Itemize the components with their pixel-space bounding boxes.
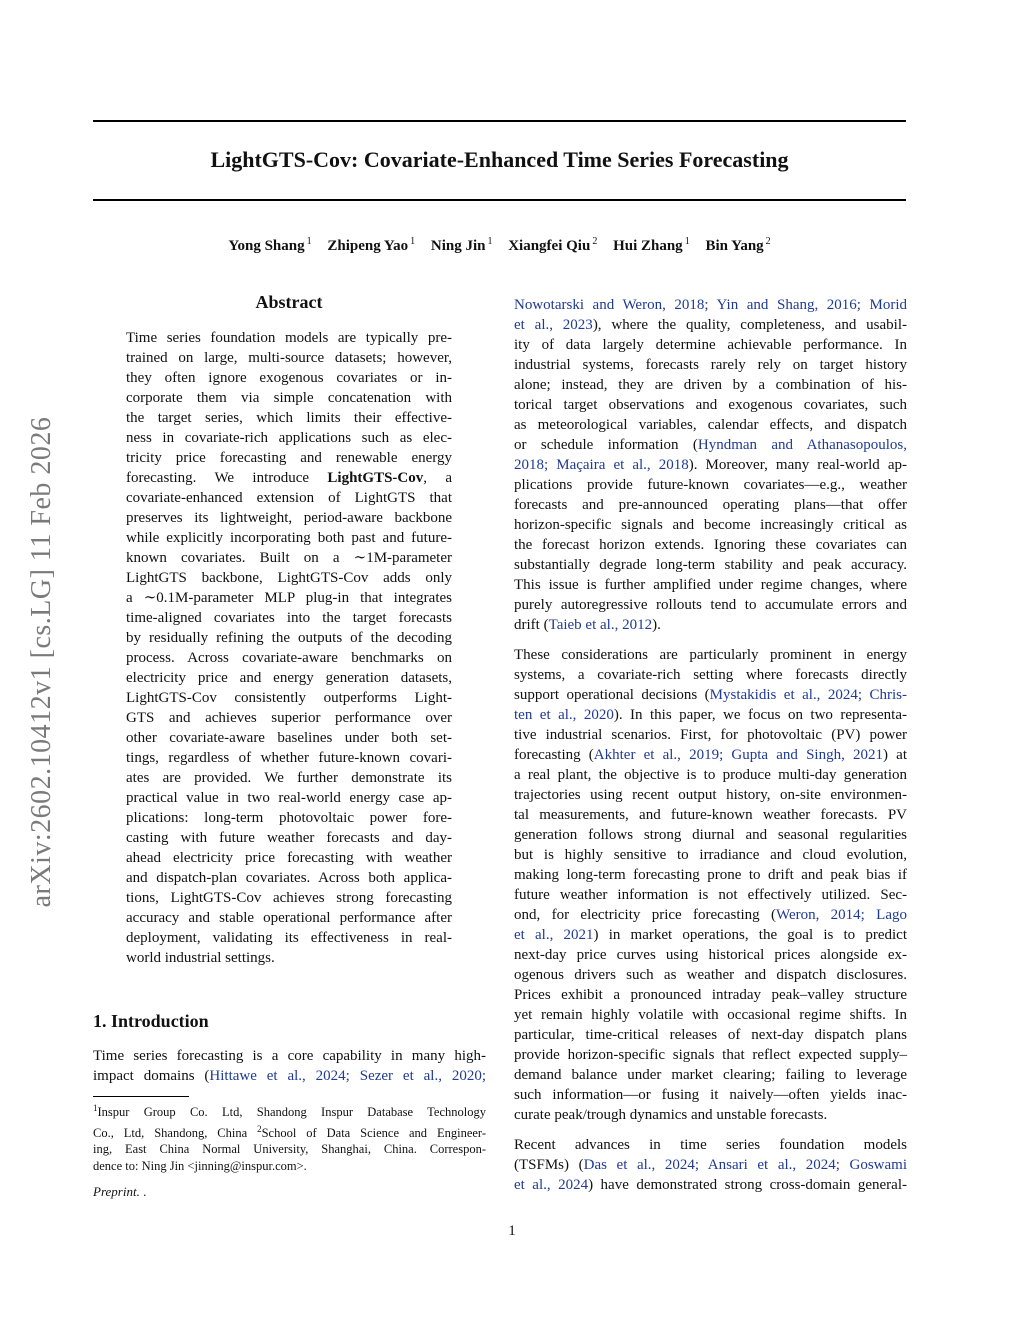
body-line: ten et al., 2020). In this paper, we focus on two representa- xyxy=(514,707,907,723)
author-name: Xiangfei Qiu xyxy=(508,238,591,254)
abstract-line: other covariate-aware baselines under both set- xyxy=(126,730,452,746)
abstract-body xyxy=(126,328,452,968)
body-line: et al., 2021) in market operations, the goal is to predict xyxy=(514,927,908,943)
body-line: ond, for electricity price forecasting (Weron, 2014; Lago xyxy=(514,907,907,923)
title-bottom-rule xyxy=(93,199,906,201)
body-line: purely autoregressive rollouts tend to accumulate errors and xyxy=(514,597,907,613)
abstract-line: casting with future weather forecasts and day- xyxy=(126,830,452,846)
author xyxy=(705,236,770,255)
intro-continued-paragraph-2 xyxy=(514,645,907,1125)
abstract-line: ahead electricity price forecasting with weather xyxy=(126,850,452,866)
body-line: generation follows strong diurnal and seasonal regularities xyxy=(514,827,907,843)
author xyxy=(431,236,493,255)
body-line: such information—or fusing it naively—often yields inac- xyxy=(514,1087,907,1103)
abstract-line: they often ignore exogenous covariates or in- xyxy=(126,370,452,386)
abstract-line: plications: long-term photovoltaic power fore- xyxy=(126,810,452,826)
author-list xyxy=(93,236,906,255)
abstract-line: process. Across covariate-aware benchmarks on xyxy=(126,650,452,666)
abstract-line: and dispatch-plan covariates. Across both applica- xyxy=(126,870,452,886)
body-line: future weather information is not effectively utilized. Sec- xyxy=(514,887,907,903)
body-line: tive industrial scenarios. First, for photovoltaic (PV) power xyxy=(514,727,907,743)
author-name: Ning Jin xyxy=(430,238,486,254)
body-line: This issue is further amplified under regime changes, where xyxy=(514,577,907,593)
author-name: Bin Yang xyxy=(705,238,764,254)
intro-line: impact domains (Hittawe et al., 2024; Sezer et al., 2020; xyxy=(93,1068,486,1084)
body-line: Recent advances in time series foundation models xyxy=(514,1137,907,1153)
abstract-line: LightGTS backbone, LightGTS-Cov adds only xyxy=(126,570,452,586)
body-line: the forecast horizon extends. Ignoring these covariates can xyxy=(514,537,907,553)
citation-link[interactable]: Akhter et al., 2019; Gupta and Singh, 2021 xyxy=(593,747,883,763)
body-line: demand balance under market clearing; failing to leverage xyxy=(514,1067,907,1083)
preprint-note: Preprint. . xyxy=(93,1184,147,1199)
citation-link[interactable]: ten et al., 2020 xyxy=(514,707,614,723)
author xyxy=(228,236,311,255)
footnote-line: Co., Ltd, Shandong, China $^2$School of Data Science and Engineer- xyxy=(93,1123,486,1140)
footnote-line: ing, East China Normal University, Shanghai, China. Correspon- xyxy=(93,1142,486,1157)
abstract-line: deployment, validating its effectiveness in real- xyxy=(126,930,452,946)
body-line: a real plant, the objective is to produce multi-day generation xyxy=(514,767,907,783)
abstract-line: corporate them via simple concatenation with xyxy=(126,390,452,406)
citation-link[interactable]: Hyndman and Athanasopoulos, xyxy=(697,437,907,453)
body-line: ogenous drivers such as weather and dispatch disclosures. xyxy=(514,967,907,983)
abstract-line: LightGTS-Cov consistently outperforms Light- xyxy=(126,690,452,706)
author-affiliation: 1 xyxy=(306,236,312,247)
body-line: These considerations are particularly prominent in energy xyxy=(514,647,907,663)
affiliation-footnote xyxy=(93,1100,486,1174)
body-line: et al., 2024) have demonstrated strong cross-domain general- xyxy=(514,1177,907,1193)
author-name: Zhipeng Yao xyxy=(327,238,409,254)
section-heading-introduction: 1. Introduction xyxy=(93,1011,209,1031)
introduction-body xyxy=(93,1046,486,1086)
body-line: or schedule information (Hyndman and Athanasopoulos, xyxy=(514,437,907,453)
abstract-line: the target series, which limits their effective- xyxy=(126,410,452,426)
abstract-line: practical value in two real-world energy case ap- xyxy=(126,790,452,806)
body-line: making long-term forecasting prone to drift and peak bias if xyxy=(514,867,907,883)
body-line: ity of data largely determine achievable performance. In xyxy=(514,337,907,353)
body-line: substantially degrade long-term stability and peak accuracy. xyxy=(514,557,907,573)
title-top-rule xyxy=(93,120,906,122)
author xyxy=(508,236,597,255)
body-line: et al., 2023), where the quality, completeness, and usabil- xyxy=(514,317,907,333)
body-line: provide horizon-specific signals that reflect expected supply– xyxy=(514,1047,907,1063)
body-line: horizon-specific signals and become increasingly critical as xyxy=(514,517,907,533)
author-name: Yong Shang xyxy=(228,238,305,254)
body-line: tal measurements, and future-known weather forecasts. PV xyxy=(514,807,907,823)
body-line: (TSFMs) (Das et al., 2024; Ansari et al., 2024; Goswami xyxy=(514,1157,907,1173)
body-line: forecasts and pre-announced operating plans—that offer xyxy=(514,497,907,513)
page-number: 1 xyxy=(508,1223,516,1239)
citation-link[interactable]: et al., 2024 xyxy=(514,1177,589,1193)
author-affiliation: 1 xyxy=(684,236,690,247)
abstract-line: trained on large, multi-source datasets; however, xyxy=(126,350,452,366)
intro-continued-paragraph-1 xyxy=(514,295,907,635)
abstract-line: while explicitly incorporating both past and future- xyxy=(126,530,452,546)
footnote-rule xyxy=(93,1096,189,1097)
body-line: torical target observations and exogenous covariates, such xyxy=(514,397,907,413)
abstract-heading: Abstract xyxy=(255,292,323,312)
abstract-line: forecasting. We introduce LightGTS-Cov, a xyxy=(126,470,452,486)
abstract-line: a ∼0.1M-parameter MLP plug-in that integrates xyxy=(126,590,452,606)
abstract-line: ness in covariate-rich applications such as elec- xyxy=(126,430,452,446)
abstract-line: time-aligned covariates into the target forecasts xyxy=(126,610,452,626)
citation-link[interactable]: et al., 2023 xyxy=(514,317,593,333)
abstract-line: tings, regardless of whether future-known covari- xyxy=(126,750,452,766)
abstract-line: known covariates. Built on a ∼1M-parameter xyxy=(126,550,452,566)
body-line: particular, time-critical releases of next-day dispatch plans xyxy=(514,1027,907,1043)
author-name: Hui Zhang xyxy=(613,238,683,254)
body-line: 2018; Maçaira et al., 2018). Moreover, many real-world ap- xyxy=(514,457,907,473)
body-line: trajectories using recent output history, on-site environmen- xyxy=(514,787,907,803)
abstract-line: GTS and achieves superior performance over xyxy=(126,710,452,726)
abstract-line: tions, LightGTS-Cov achieves strong forecasting xyxy=(126,890,452,906)
body-line: support operational decisions (Mystakidis et al., 2024; Chris- xyxy=(514,687,907,703)
body-line: systems, a covariate-rich setting where forecasts directly xyxy=(514,667,907,683)
body-line: as meteorological variables, calendar effects, and dispatch xyxy=(514,417,907,433)
body-line: Prices exhibit a pronounced intraday peak–valley structure xyxy=(514,987,907,1003)
model-name-bold: LightGTS-Cov xyxy=(327,470,424,486)
citation-link[interactable]: Das et al., 2024; Ansari et al., 2024; Goswami xyxy=(583,1157,907,1173)
citation-link[interactable]: 2018; Maçaira et al., 2018 xyxy=(514,457,689,473)
body-line: but is highly sensitive to irradiance and cloud evolution, xyxy=(514,847,907,863)
intro-line: Time series forecasting is a core capability in many high- xyxy=(93,1048,486,1064)
abstract-line: Time series foundation models are typically pre- xyxy=(126,330,452,346)
author-affiliation: 2 xyxy=(592,236,598,247)
abstract-line: electricity price and energy generation datasets, xyxy=(126,670,452,686)
body-line: plications provide future-known covariates—e.g., weather xyxy=(514,477,907,493)
footnote-line: dence to: Ning Jin <jinning@inspur.com>. xyxy=(93,1158,307,1173)
author xyxy=(613,236,690,255)
body-line: industrial systems, forecasts rarely rely on target history xyxy=(514,357,907,373)
body-line: next-day price curves using historical prices alongside ex- xyxy=(514,947,907,963)
author-affiliation: 2 xyxy=(765,236,771,247)
citation-link[interactable]: Hittawe et al., 2024; Sezer et al., 2020; xyxy=(209,1068,486,1084)
abstract-line: by residually refining the outputs of the decoding xyxy=(126,630,452,646)
author xyxy=(327,236,415,255)
body-line: drift (Taieb et al., 2012). xyxy=(514,617,661,633)
paper-title: LightGTS-Cov: Covariate-Enhanced Time Series Forecasting xyxy=(210,147,789,172)
abstract-line: accuracy and stable operational performance after xyxy=(126,910,452,926)
abstract-line: tricity price forecasting and renewable energy xyxy=(126,450,452,466)
abstract-line: covariate-enhanced extension of LightGTS that xyxy=(126,490,452,506)
citation-link[interactable]: Nowotarski and Weron, 2018; Yin and Shang, 2016; Morid xyxy=(514,297,907,313)
footnote-line: $^1$Inspur Group Co. Ltd, Shandong Inspur Database Technology xyxy=(93,1103,486,1120)
body-line: forecasting (Akhter et al., 2019; Gupta and Singh, 2021) at xyxy=(514,747,907,763)
arxiv-stamp-text: arXiv:2602.10412v1 [cs.LG] 11 Feb 2026 xyxy=(26,416,57,908)
intro-continued-paragraph-3 xyxy=(514,1135,907,1195)
author-affiliation: 1 xyxy=(487,236,493,247)
body-line: curate peak/trough dynamics and unstable forecasts. xyxy=(514,1107,828,1123)
body-line: alone; instead, they are driven by a combination of his- xyxy=(514,377,907,393)
citation-link[interactable]: Mystakidis et al., 2024; Chris- xyxy=(709,687,907,703)
author-affiliation: 1 xyxy=(410,236,416,247)
abstract-line: world industrial settings. xyxy=(126,950,275,966)
abstract-line: preserves its lightweight, period-aware backbone xyxy=(126,510,452,526)
body-line: yet remain highly volatile with occasional regime shifts. In xyxy=(514,1007,907,1023)
citation-link[interactable]: Taieb et al., 2012 xyxy=(548,617,653,633)
abstract-line: ates are provided. We further demonstrate its xyxy=(126,770,452,786)
citation-link[interactable]: Weron, 2014; Lago xyxy=(775,907,907,923)
citation-link[interactable]: et al., 2021 xyxy=(514,927,594,943)
